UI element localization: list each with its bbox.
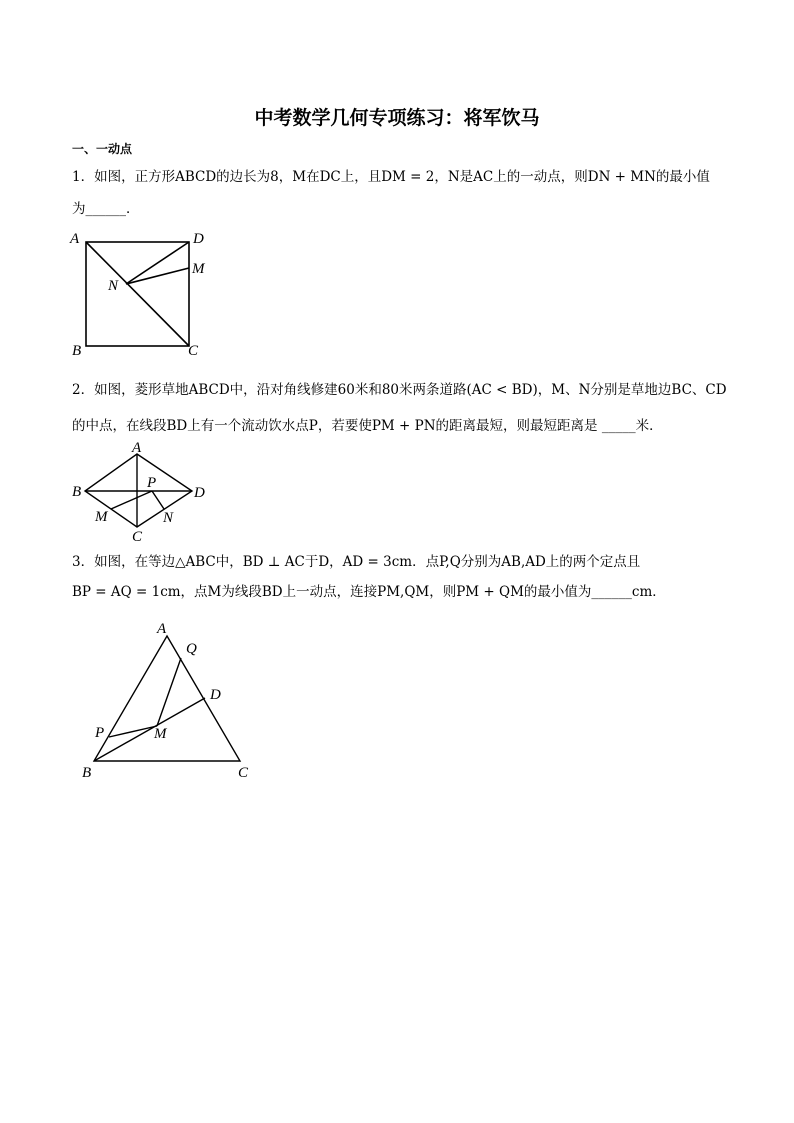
figure-2-labels: [72, 440, 205, 545]
diagonal-ac: [86, 242, 189, 346]
label-d: D: [194, 485, 205, 501]
label-a: A: [157, 621, 167, 637]
segment-qm: [157, 658, 181, 726]
label-b: B: [82, 765, 92, 781]
segment-pn: [152, 491, 164, 509]
segment-dn: [126, 242, 189, 284]
question-1-text-cont: 为______．: [72, 201, 140, 217]
label-d: D: [210, 687, 221, 703]
segment-pm: [111, 491, 152, 509]
section-heading: 一、一动点: [72, 142, 133, 156]
page-title: 中考数学几何专项练习：将军饮马: [254, 107, 540, 129]
label-d: D: [193, 231, 204, 247]
segment-mn: [126, 268, 189, 284]
label-m: M: [192, 261, 205, 277]
label-b: B: [72, 343, 82, 359]
label-c: C: [188, 343, 199, 359]
label-a: A: [70, 231, 80, 247]
label-p: P: [147, 475, 157, 491]
label-m: M: [95, 509, 108, 525]
question-2-text: 2．如图，菱形草地ABCD中，沿对角线修建60米和80米两条道路(AC < BD)，M、N分别是草地边BC、CD: [72, 382, 727, 398]
segment-bd: [94, 698, 205, 761]
question-1-text: 1．如图，正方形ABCD的边长为8，M在DC上，且DM = 2，N是AC上的一动点，则DN + MN的最小值: [72, 169, 710, 185]
segment-pm: [109, 726, 157, 737]
figure-1-square: [86, 242, 189, 346]
label-c: C: [132, 529, 143, 545]
question-3-text-cont: BP = AQ = 1cm，点M为线段BD上一动点，连接PM,QM，则PM + QM的最小值为______cm．: [72, 584, 666, 600]
question-3-text: 3．如图，在等边△ABC中，BD ⊥ AC于D，AD = 3cm．点P,Q分别为AB,AD上的两个定点且: [72, 554, 641, 570]
label-p: P: [95, 725, 105, 741]
label-m: M: [154, 726, 167, 742]
label-q: Q: [186, 641, 197, 657]
label-b: B: [72, 484, 82, 500]
label-c: C: [238, 765, 249, 781]
question-2-text-cont: 的中点，在线段BD上有一个流动饮水点P，若要使PM + PN的距离最短，则最短距离是 _____米．: [72, 418, 663, 434]
label-n: N: [108, 278, 119, 294]
label-n: N: [163, 510, 174, 526]
label-a: A: [132, 440, 142, 456]
